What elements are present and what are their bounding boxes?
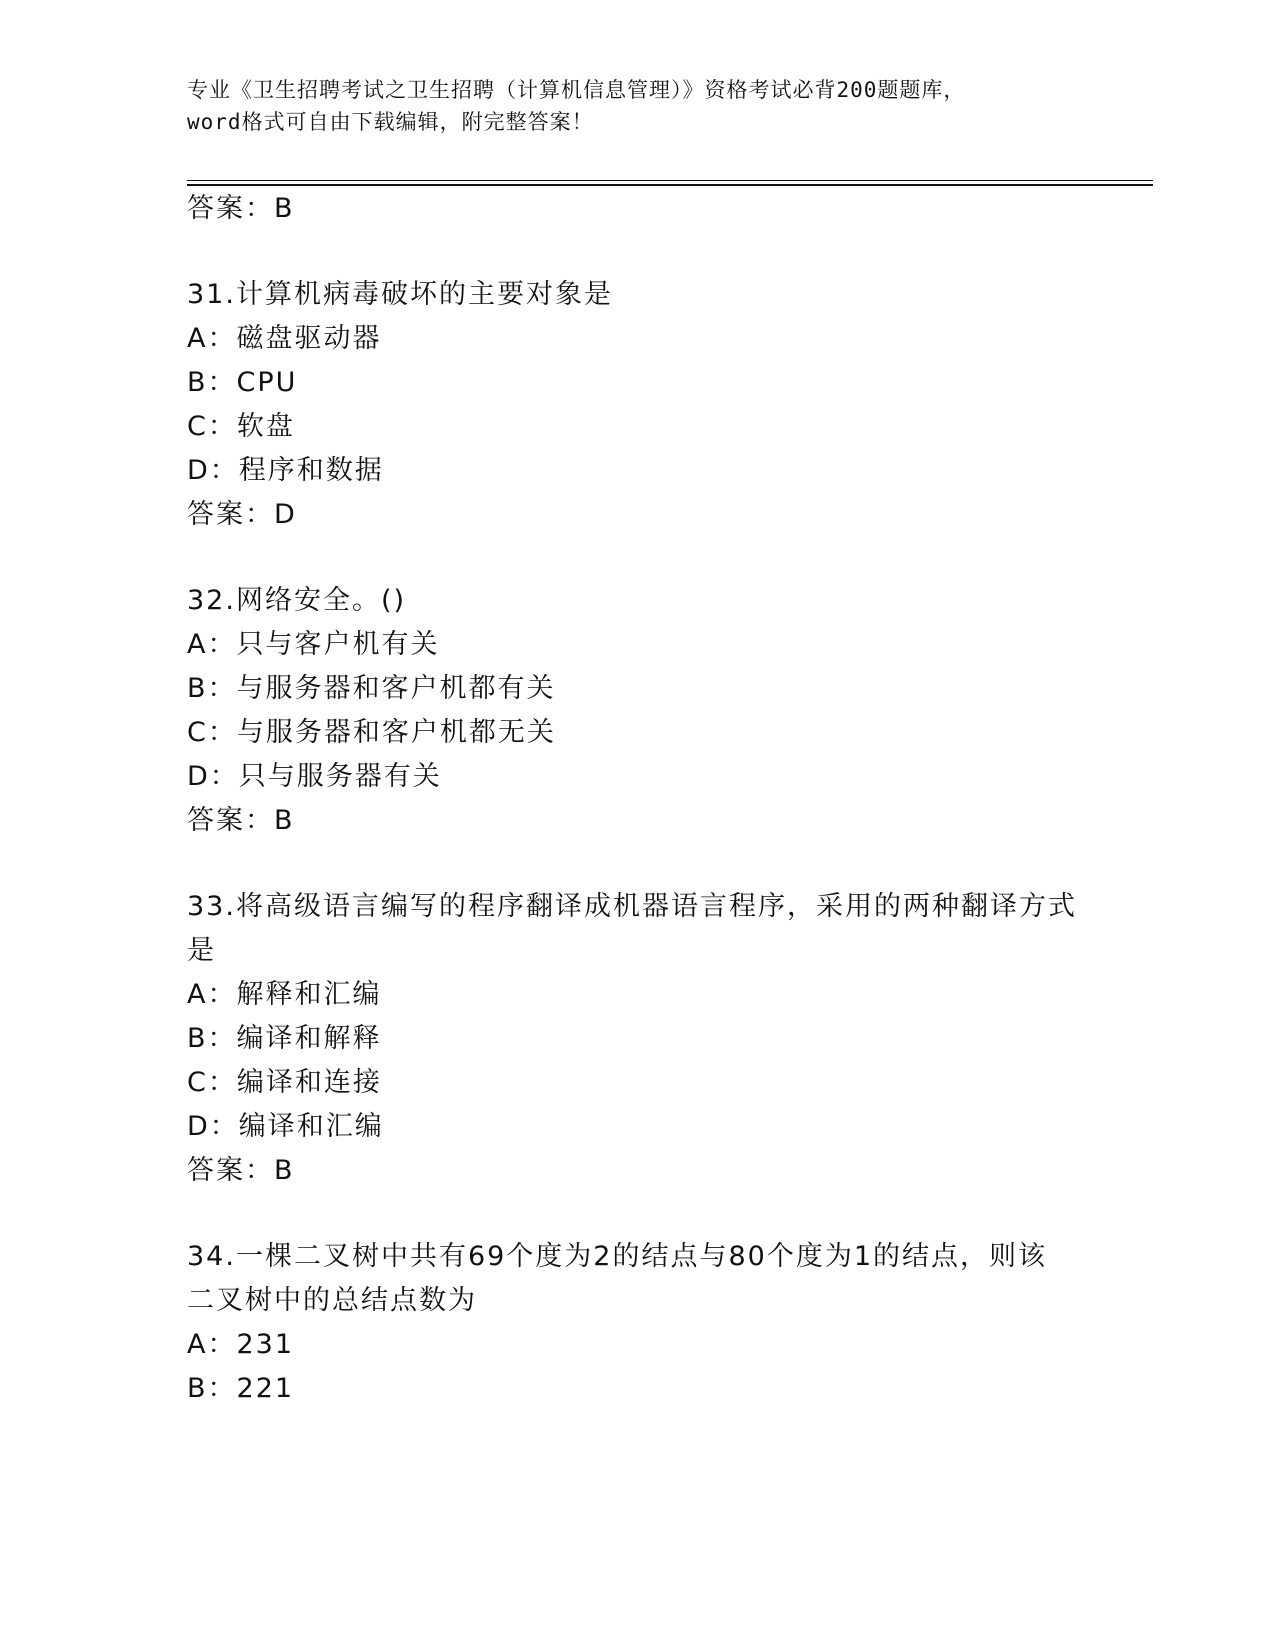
- document-header: [187, 74, 1087, 138]
- question-32-option-a: A：只与客户机有关: [187, 629, 440, 660]
- question-31-option-b: B：CPU: [187, 367, 298, 398]
- question-32-answer: 答案：B: [187, 805, 295, 836]
- question-31-stem: 31.计算机病毒破坏的主要对象是: [187, 279, 613, 310]
- question-32-option-d: D：只与服务器有关: [187, 761, 442, 792]
- question-33-option-a: A：解释和汇编: [187, 979, 382, 1010]
- question-33-answer: 答案：B: [187, 1155, 295, 1186]
- question-31-answer: 答案：D: [187, 499, 297, 530]
- question-33-option-d: D：编译和汇编: [187, 1111, 384, 1142]
- header-rule-thick: [187, 184, 1153, 186]
- question-31-option-c: C：软盘: [187, 411, 295, 442]
- question-33-option-b: B：编译和解释: [187, 1023, 382, 1054]
- question-34-stem-line-1: 34.一棵二叉树中共有69个度为2的结点与80个度为1的结点，则该: [187, 1241, 1048, 1272]
- header-line-2: word格式可自由下载编辑，附完整答案！: [187, 110, 594, 134]
- question-33-option-c: C：编译和连接: [187, 1067, 382, 1098]
- previous-answer: 答案：B: [187, 193, 295, 224]
- question-34-option-a: A：231: [187, 1329, 295, 1360]
- question-31-option-a: A：磁盘驱动器: [187, 323, 382, 354]
- question-31-option-d: D：程序和数据: [187, 455, 384, 486]
- question-33-stem-line-2: 是: [187, 935, 216, 966]
- header-line-1: 专业《卫生招聘考试之卫生招聘（计算机信息管理）》资格考试必背200题题库，: [187, 78, 966, 102]
- question-32-option-b: B：与服务器和客户机都有关: [187, 673, 556, 704]
- question-32-stem: 32.网络安全。(): [187, 585, 407, 616]
- question-34-option-b: B：221: [187, 1373, 295, 1404]
- question-34-stem-line-2: 二叉树中的总结点数为: [187, 1285, 477, 1316]
- question-32-option-c: C：与服务器和客户机都无关: [187, 717, 556, 748]
- question-33-stem-line-1: 33.将高级语言编写的程序翻译成机器语言程序，采用的两种翻译方式: [187, 891, 1077, 922]
- header-rule-thin: [187, 180, 1153, 181]
